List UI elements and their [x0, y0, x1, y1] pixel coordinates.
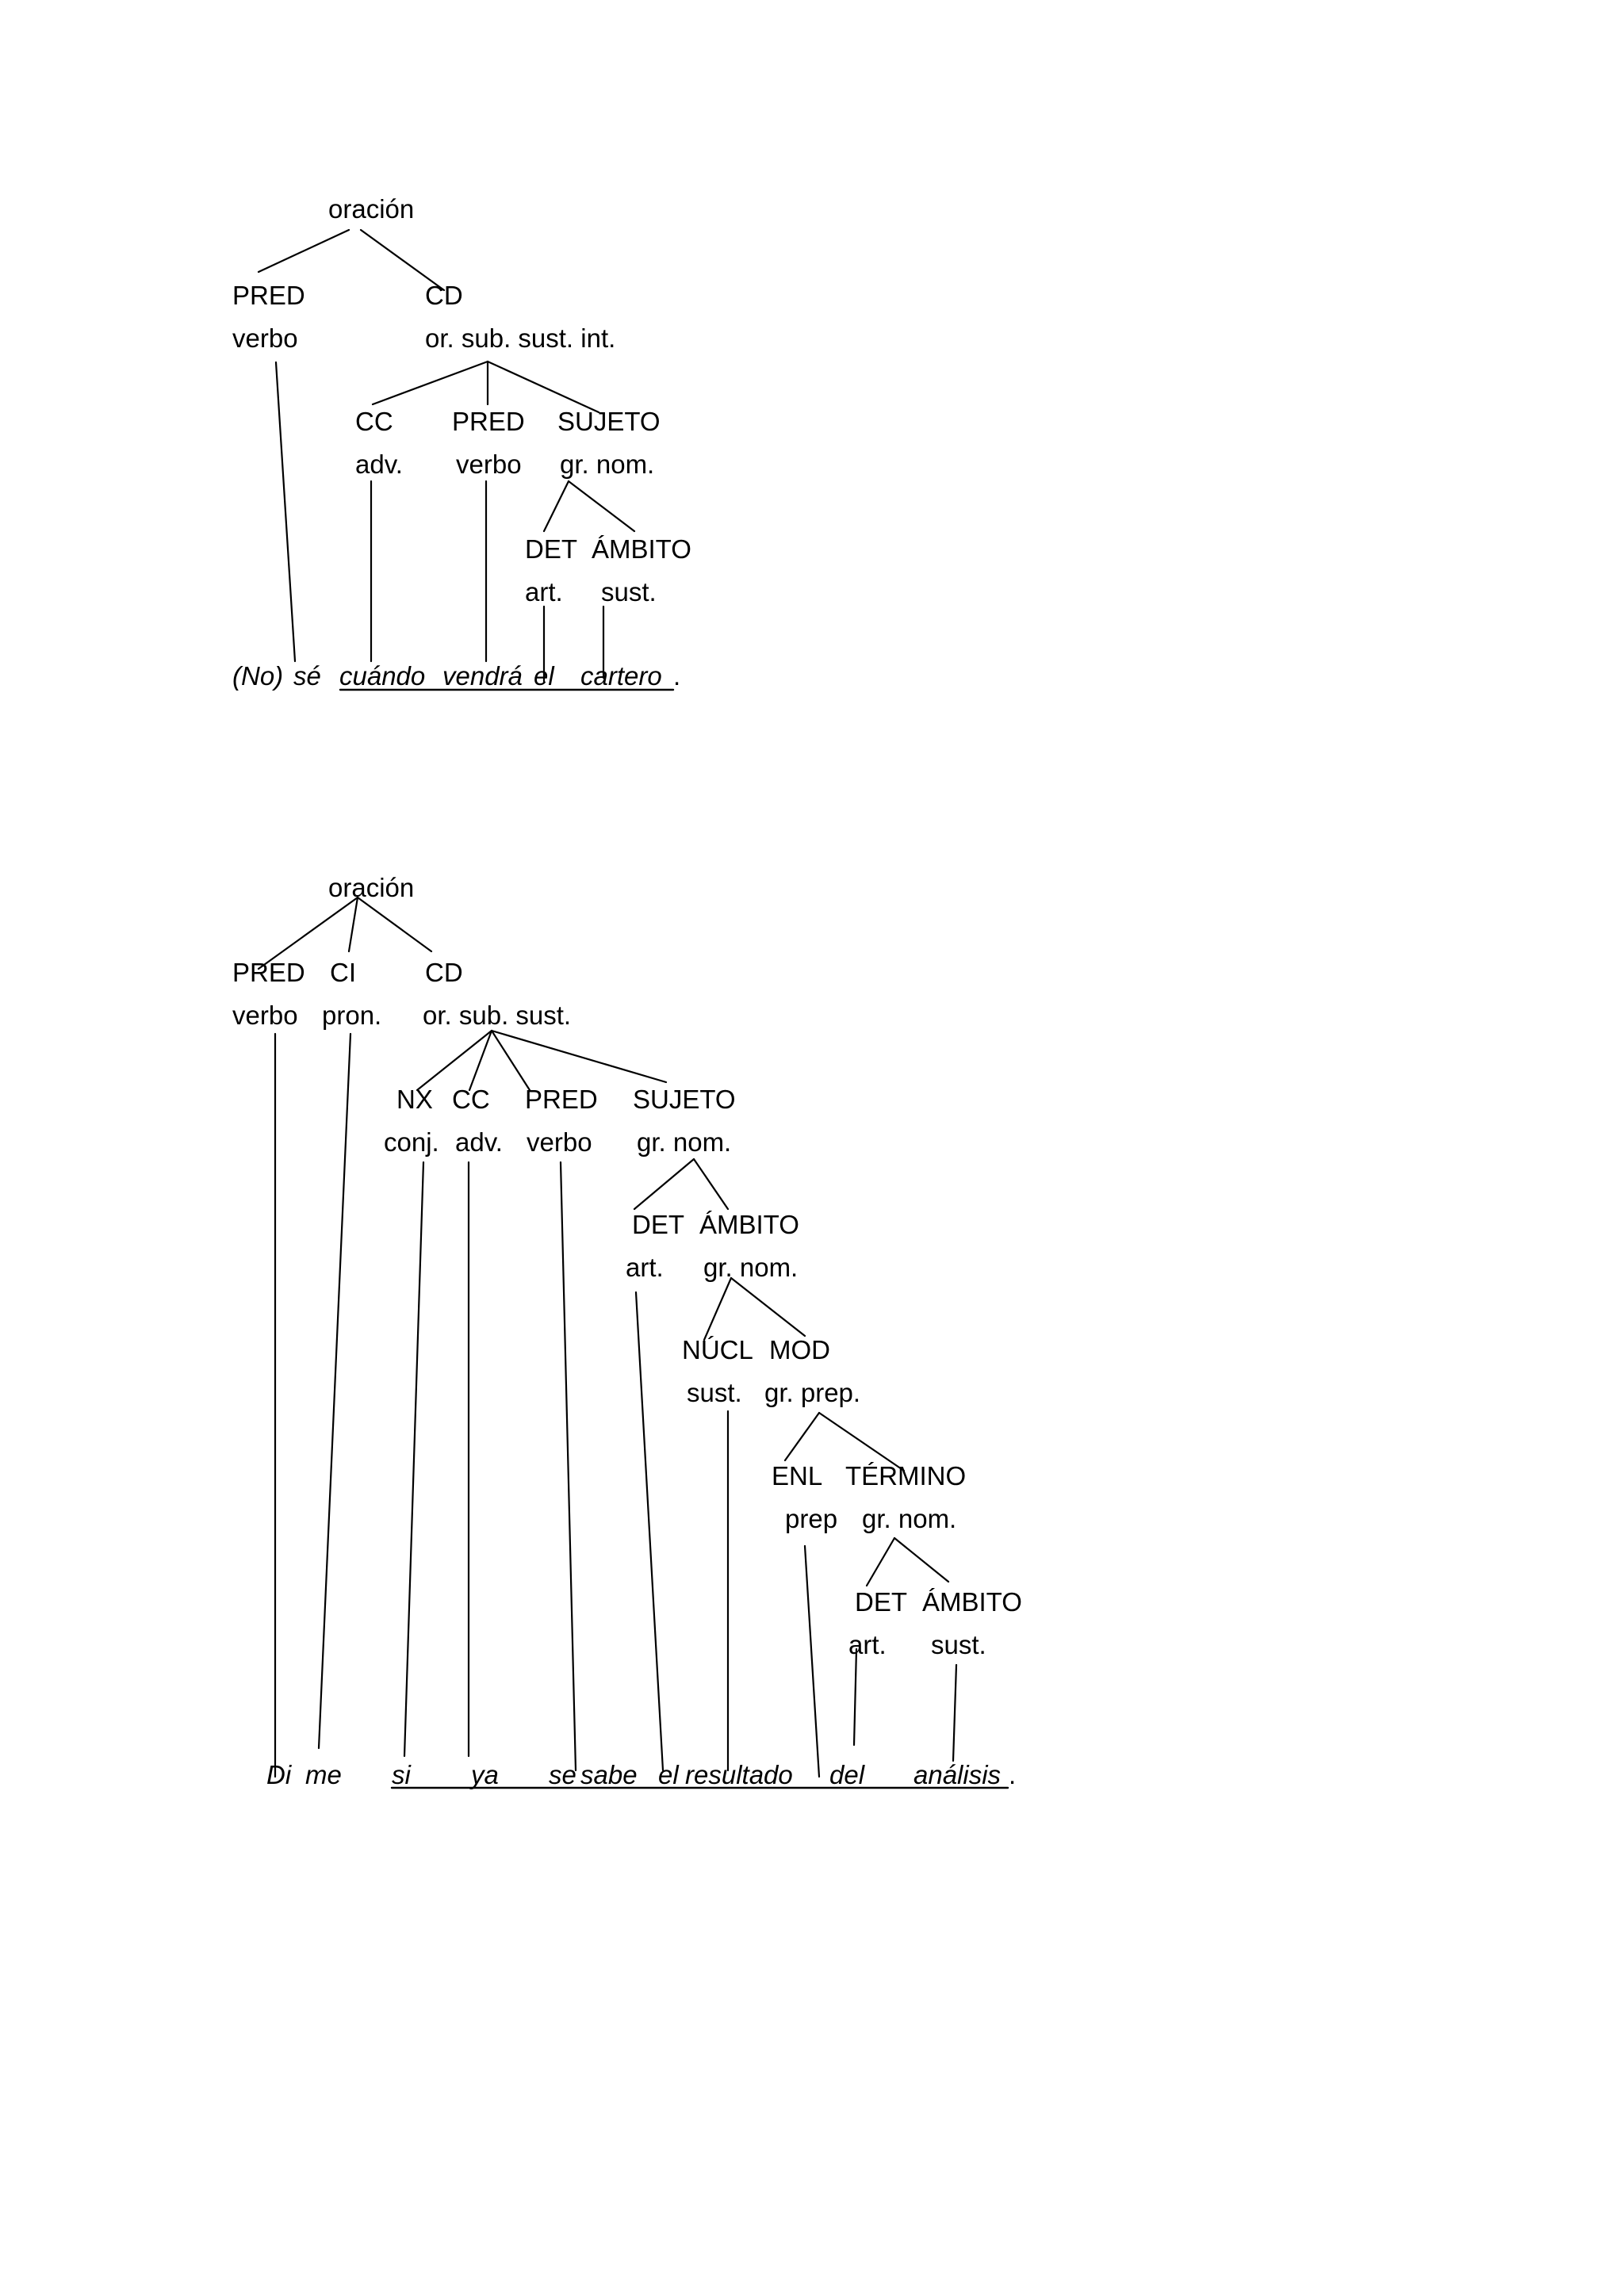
tree-2-cd-function: CD: [425, 958, 463, 987]
tree-1-pred-category: verbo: [232, 323, 298, 353]
tree-2-termino-category: gr. nom.: [862, 1504, 957, 1533]
tree-2-ci-function: CI: [330, 958, 356, 987]
tree-1-ambito-category: sust.: [601, 577, 657, 607]
tree-2-pred-category: verbo: [232, 1001, 298, 1030]
tree-2-word: sabe: [580, 1760, 638, 1789]
tree-1-cc-category: adv.: [355, 450, 403, 479]
tree-2-det-function: DET: [632, 1210, 684, 1239]
tree-2-word: resultado: [685, 1760, 793, 1789]
tree-2-word: si: [392, 1760, 411, 1789]
tree-1-sub-pred-function: PRED: [452, 407, 525, 436]
tree-2-word: ya: [471, 1760, 499, 1789]
tree-2-det-category: art.: [626, 1253, 664, 1282]
tree-2-mod-function: MOD: [769, 1335, 830, 1364]
tree-2-nx-function: NX: [396, 1085, 433, 1114]
tree-2-sentence: [266, 1760, 1016, 1789]
tree-2-branches: [259, 897, 1008, 1788]
tree-2-root-label: oración: [328, 873, 415, 902]
tree-2-cd-category: or. sub. sust.: [423, 1001, 572, 1030]
tree-1-root-label: oración: [328, 194, 415, 224]
tree-2-enl-function: ENL: [772, 1461, 823, 1490]
tree-2-ambito-function: ÁMBITO: [699, 1210, 799, 1239]
tree-1-word: cuándo: [339, 661, 426, 691]
tree-1-word: el: [534, 661, 554, 691]
tree-1-ambito-function: ÁMBITO: [592, 534, 691, 564]
tree-1-sentence: [232, 661, 680, 691]
tree-2-sujeto-function: SUJETO: [633, 1085, 736, 1114]
tree-2-det2-category: art.: [848, 1630, 887, 1659]
tree-1-det-category: art.: [525, 577, 563, 607]
tree-1-word: (No): [232, 661, 284, 691]
tree-2-sub-pred-category: verbo: [527, 1127, 592, 1157]
tree-2-word: Di: [266, 1760, 292, 1789]
tree-2-nx-category: conj.: [384, 1127, 439, 1157]
tree-1-word: vendrá: [442, 661, 523, 691]
tree-2-period: .: [1009, 1760, 1017, 1789]
tree-2-nucl-category: sust.: [687, 1378, 742, 1407]
tree-2-termino-function: TÉRMINO: [845, 1461, 967, 1490]
tree-2-ambito-category: gr. nom.: [703, 1253, 799, 1282]
tree-2-word: se: [549, 1760, 576, 1789]
tree-1-sujeto-category: gr. nom.: [560, 450, 655, 479]
tree-2-word: el: [658, 1760, 679, 1789]
tree-1-det-function: DET: [525, 534, 577, 564]
tree-2-cc-category: adv.: [455, 1127, 503, 1157]
tree-1-word: cartero: [580, 661, 662, 691]
tree-1-cc-function: CC: [355, 407, 393, 436]
tree-2-det2-function: DET: [855, 1587, 907, 1617]
tree-2-word: del: [829, 1760, 865, 1789]
tree-1-period: .: [673, 661, 681, 691]
tree-2-pred-function: PRED: [232, 958, 305, 987]
tree-2-word: me: [305, 1760, 342, 1789]
syntax-tree-2: [232, 873, 1022, 1789]
tree-1-word: sé: [293, 661, 321, 691]
tree-2-sub-pred-function: PRED: [525, 1085, 598, 1114]
tree-1-cd-category: or. sub. sust. int.: [425, 323, 616, 353]
tree-1-cd-function: CD: [425, 281, 463, 310]
tree-2-mod-category: gr. prep.: [764, 1378, 861, 1407]
tree-2-enl-category: prep: [785, 1504, 838, 1533]
tree-2-ci-category: pron.: [322, 1001, 382, 1030]
tree-2-ambito2-function: ÁMBITO: [922, 1587, 1022, 1617]
tree-1-pred-function: PRED: [232, 281, 305, 310]
tree-1-sub-pred-category: verbo: [456, 450, 522, 479]
tree-2-nucl-function: NÚCL: [682, 1335, 753, 1364]
tree-2-word: análisis: [914, 1760, 1002, 1789]
syntax-tree-1: [232, 194, 691, 691]
tree-2-cc-function: CC: [452, 1085, 490, 1114]
tree-2-ambito2-category: sust.: [931, 1630, 986, 1659]
tree-1-sujeto-function: SUJETO: [557, 407, 661, 436]
tree-2-sujeto-category: gr. nom.: [637, 1127, 732, 1157]
